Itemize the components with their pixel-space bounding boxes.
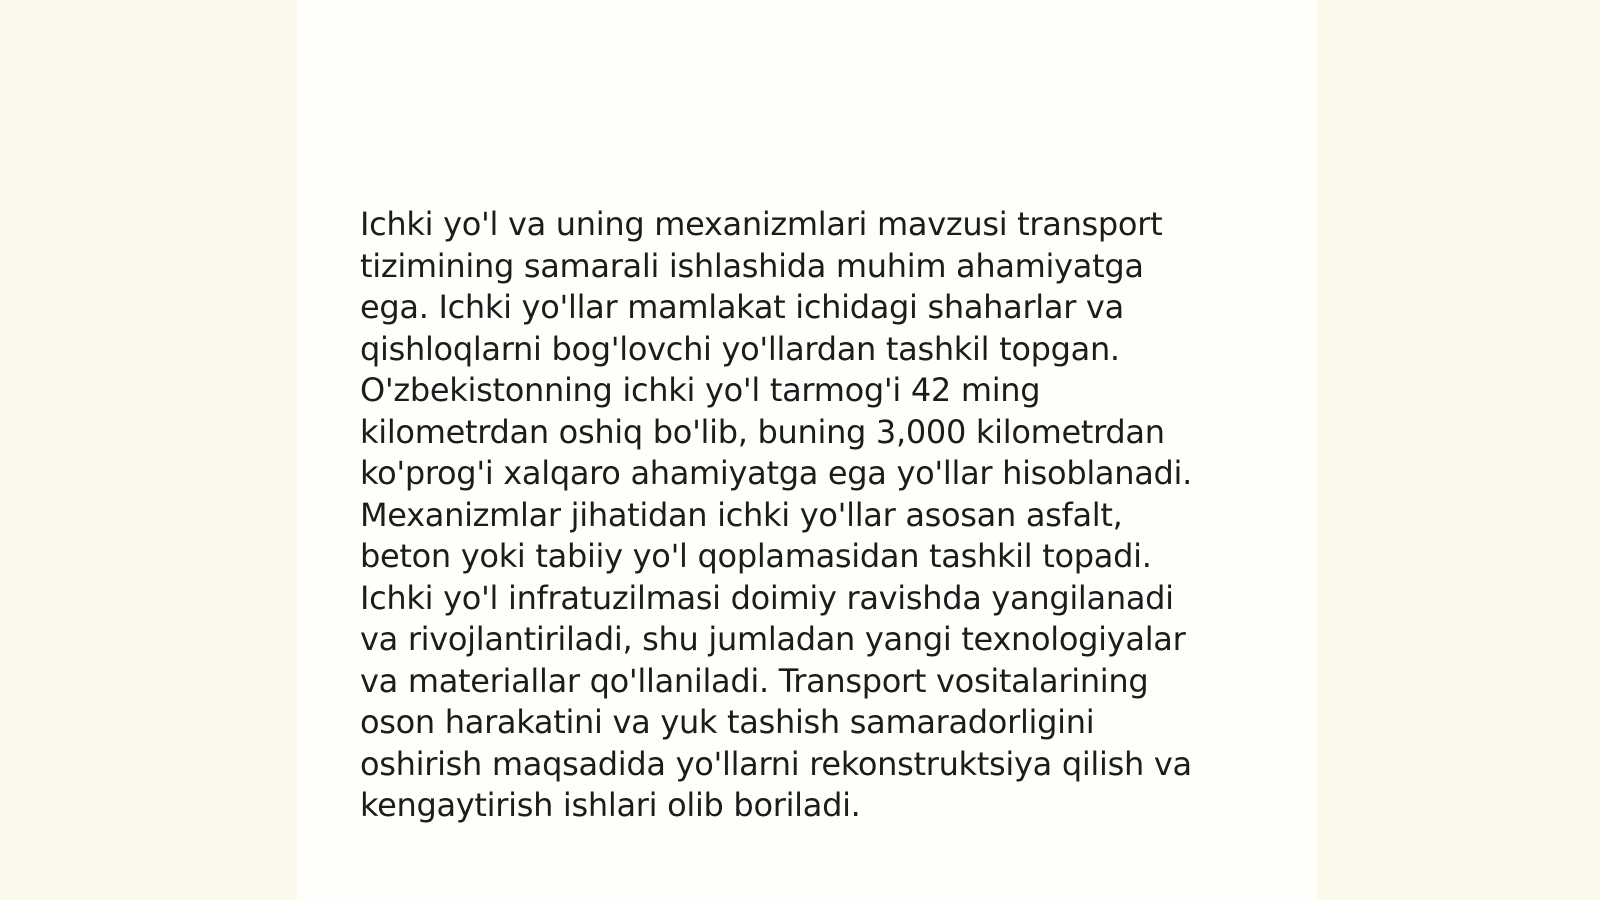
paragraph-line-10: Ichki yo'l infratuzilmasi doimiy ravishda yangilanadi [360,578,1174,617]
paragraph-line-5: O'zbekistonning ichki yo'l tarmog'i 42 ming [360,371,1041,409]
paragraph-line-15: kengaytirish ishlari olib boriladi. [360,786,861,824]
paragraph-line-7: ko'prog'i xalqaro ahamiyatga ega yo'llar hisoblanadi. [360,454,1193,492]
paragraph-line-12: va materiallar qo'llaniladi. Transport vositalarining [360,661,1149,700]
paragraph-line-3: ega. Ichki yo'llar mamlakat ichidagi shaharlar va [360,288,1124,326]
paragraph-line-2: tizimining samarali ishlashida muhim ahamiyatga [360,246,1144,285]
paragraph-line-11: va rivojlantiriladi, shu jumladan yangi texnologiyalar [360,620,1186,658]
document-page [297,0,1317,900]
paragraph-line-8: Mexanizmlar jihatidan ichki yo'llar asosan asfalt, [360,495,1123,534]
body-paragraph [360,204,1260,827]
paragraph-line-14: oshirish maqsadida yo'llarni rekonstruktsiya qilish va [360,744,1192,783]
paragraph-line-4: qishloqlarni bog'lovchi yo'llardan tashkil topgan. [360,329,1120,368]
paragraph-line-13: oson harakatini va yuk tashish samaradorligini [360,703,1095,741]
paragraph-line-6: kilometrdan oshiq bo'lib, buning 3,000 kilometrdan [360,412,1165,451]
paragraph-line-9: beton yoki tabiiy yo'l qoplamasidan tashkil topadi. [360,537,1152,575]
paragraph-line-1: Ichki yo'l va uning mexanizmlari mavzusi transport [360,205,1163,243]
